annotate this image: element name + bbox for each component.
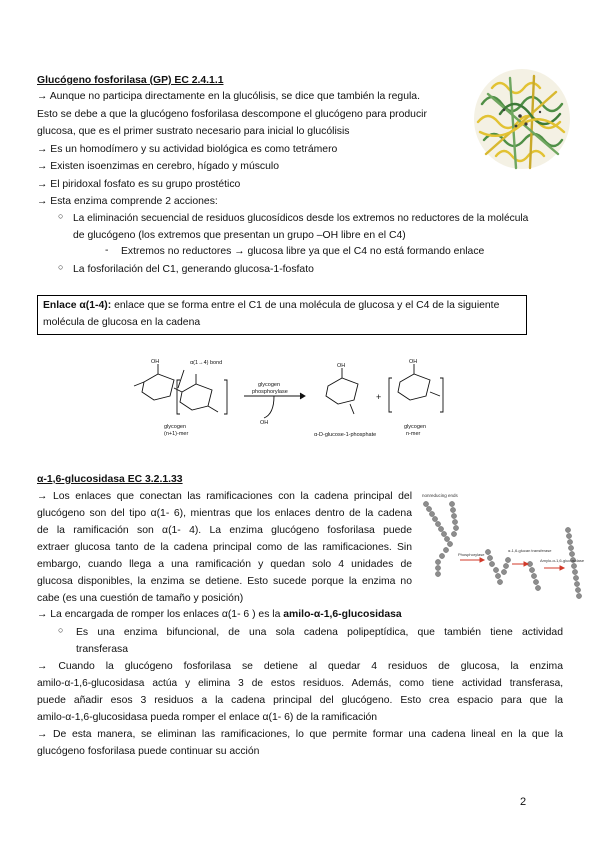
glycogen-phosphorylase-reaction-diagram bbox=[124, 352, 480, 444]
definition-text: enlace que se forma entre el C1 de una molécula de glucosa y el C4 de la siguiente bbox=[111, 300, 500, 311]
text-line: glucosa, que es el primer sustrato necesario para inicial lo glucólisis bbox=[37, 126, 350, 137]
section-title-glycogen-phosphorylase: Glucógeno fosforilasa (GP) EC 2.4.1.1 bbox=[37, 75, 224, 86]
plus-sign: + bbox=[376, 392, 382, 402]
product-label: α-D-glucose-1-phosphate bbox=[314, 432, 377, 438]
definition-line bbox=[43, 299, 499, 312]
figure-label: nonreducing ends bbox=[422, 493, 458, 498]
text-line: puede añadir esos 3 residuos a la cadena principal del glucógeno. Esto crea espacio para que la bbox=[37, 695, 563, 706]
enzyme-label-line2: phosphorylase bbox=[252, 389, 288, 395]
enzyme-name: amilo-α-1,6-glucosidasa bbox=[283, 609, 402, 620]
text-line: de la ramificación son α(1- 4). La enzima glucógeno fosforilasa puede bbox=[37, 525, 412, 536]
text-line: extraer glucosa tanto de la cadena principal como de las ramificaciones. Sin bbox=[37, 542, 412, 553]
text-line: Es una enzima bifuncional, de una sola cadena polipeptídica, que también tiene actividad bbox=[76, 627, 563, 638]
text-line: glucógeno son del tipo α(1- 6), mientras que los enlaces dentro de la cadena bbox=[37, 508, 412, 519]
right-label-line2: n-mer bbox=[406, 431, 421, 437]
text-line: → Existen isoenzimas en cerebro, hígado y músculo bbox=[37, 161, 279, 172]
oh-label: OH bbox=[260, 420, 269, 426]
definition-line-2: molécula de glucosa en la cadena bbox=[43, 317, 201, 328]
protein-structure-image bbox=[470, 64, 574, 174]
text-line: Extremos no reductores → glucosa libre ya que el C4 no está formando enlace bbox=[121, 246, 485, 257]
text-segment: → La encargada de romper los enlaces α(1- 6 ) es la bbox=[37, 609, 284, 620]
circle-bullet-icon: ○ bbox=[58, 211, 64, 221]
dash-bullet-icon: - bbox=[105, 245, 109, 256]
text-line: glucosa disponibles, la enzima se detiene. Esto sucede porque la enzima no bbox=[37, 576, 412, 587]
figure-label: Phosphorylase bbox=[458, 552, 485, 557]
definition-term: Enlace α(1-4): bbox=[43, 300, 112, 311]
figure-label: α-1,6-glucan transferase bbox=[508, 548, 552, 553]
left-label-line1: glycogen bbox=[164, 424, 187, 430]
right-label-line1: glycogen bbox=[404, 424, 427, 430]
bond-label: α(1→4) bond bbox=[190, 360, 223, 366]
text-line: → Cuando la glucógeno fosforilasa se detiene al quedar 4 residuos de glucosa, la enzima bbox=[37, 661, 563, 672]
text-line: transferasa bbox=[76, 644, 128, 655]
circle-bullet-icon: ○ bbox=[58, 262, 64, 272]
left-label-line2: (n+1)-mer bbox=[164, 431, 189, 437]
text-line: La fosforilación del C1, generando glucosa-1-fosfato bbox=[73, 264, 314, 275]
oh-label: OH bbox=[409, 359, 418, 365]
text-line: → Esta enzima comprende 2 acciones: bbox=[37, 196, 218, 207]
text-line: amilo-α-1,6-glucosidasa pueda romper el enlace α(1- 6) de la ramificación bbox=[37, 712, 378, 723]
oh-label: OH bbox=[337, 363, 346, 369]
text-line: de glucógeno (los extremos que presentan un grupo –OH libre en el C4) bbox=[73, 230, 406, 241]
text-line: → El piridoxal fosfato es su grupo prostético bbox=[37, 179, 241, 190]
debranching-diagram bbox=[418, 490, 586, 608]
text-line: Esto se debe a que la glucógeno fosforilasa descompone el glucógeno para producir bbox=[37, 109, 427, 120]
text-line: → Es un homodímero y su actividad biológica es como tetrámero bbox=[37, 144, 338, 155]
text-line: embargo, cuando llega a una ramificación y quedan solo 4 unidades de bbox=[37, 559, 412, 570]
text-line: cabe (es una cuestión de tamaño y posición) bbox=[37, 593, 244, 604]
text-line: glucógeno fosforilasa puede continuar su acción bbox=[37, 746, 260, 757]
section-title-debranching-enzyme: α-1,6-glucosidasa EC 3.2.1.33 bbox=[37, 474, 183, 485]
text-line: → Aunque no participa directamente en la glucólisis, se dice que también la regula. bbox=[37, 91, 420, 102]
text-line bbox=[37, 608, 402, 621]
figure-label: Amylo-α-1,6-glucosidase bbox=[540, 558, 585, 563]
text-line: → Los enlaces que conectan las ramificaciones con la cadena principal del bbox=[37, 491, 412, 502]
circle-bullet-icon: ○ bbox=[58, 625, 64, 635]
text-line: amilo-α-1,6-glucosidasa actúa y elimina 3 de estos residuos. Además, como tiene actividad transferasa, bbox=[37, 678, 563, 689]
page-number: 2 bbox=[520, 796, 527, 808]
enzyme-label-line1: glycogen bbox=[258, 382, 281, 388]
text-line: La eliminación secuencial de residuos glucosídicos desde los extremos no reductores de la molécula bbox=[73, 213, 529, 224]
text-line: → De esta manera, se eliminan las ramificaciones, lo que permite formar una cadena lineal en la que la bbox=[37, 729, 563, 740]
oh-label: OH bbox=[151, 359, 160, 365]
